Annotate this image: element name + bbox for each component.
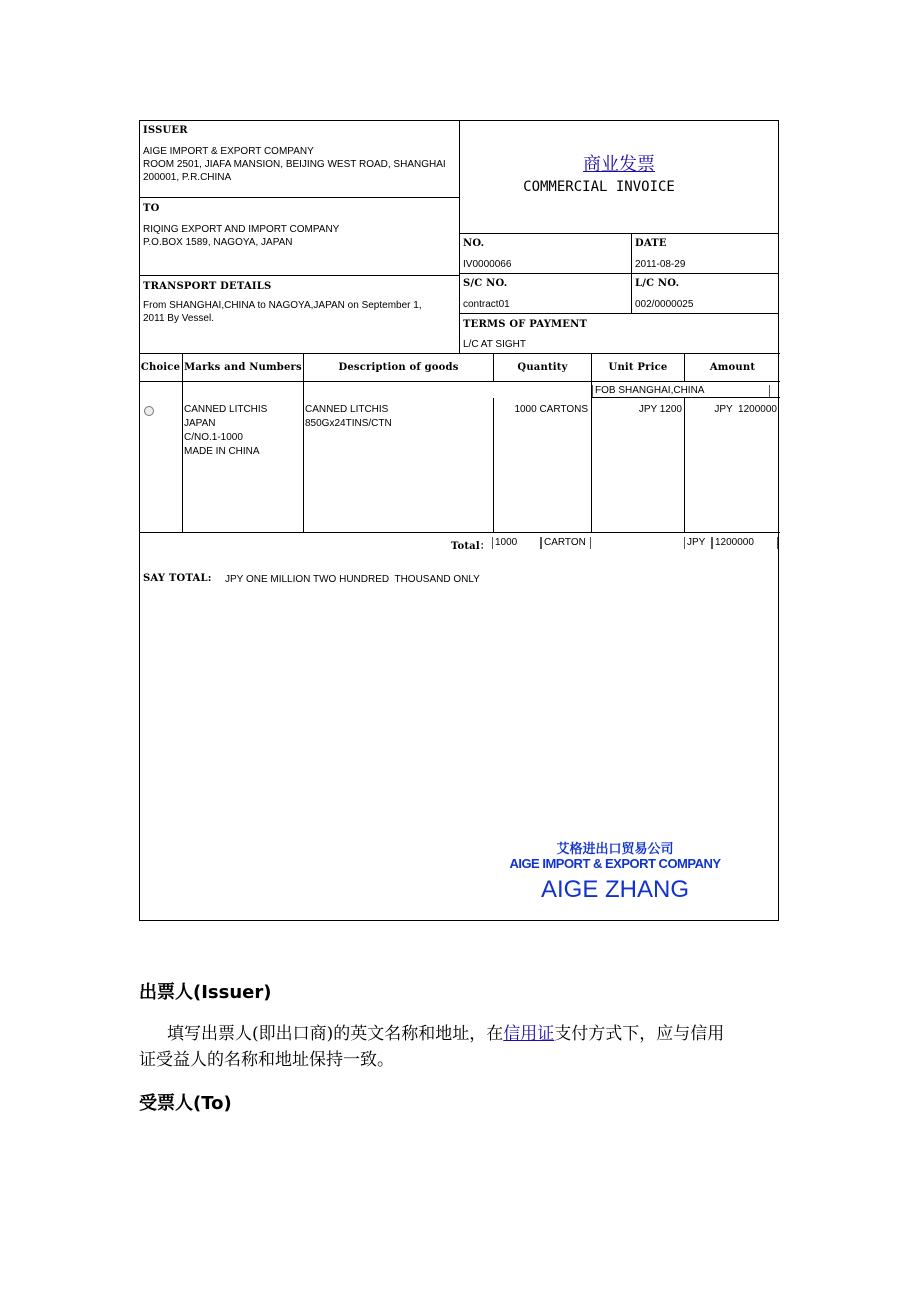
- col-header-quantity: Quantity: [517, 362, 568, 373]
- lc-no-value: 002/0000025: [635, 299, 694, 310]
- issuer-address-2: 200001, P.R.CHINA: [143, 172, 232, 183]
- col-line-marks: [303, 354, 304, 532]
- col-header-choice: Choice: [140, 362, 181, 373]
- col-line-qty: [591, 354, 592, 532]
- item-description-2: 850Gx24TINS/CTN: [305, 418, 392, 429]
- transport-label: TRANSPORT DETAILS: [143, 281, 272, 292]
- divider-price-term: [591, 397, 780, 398]
- issuer-name: AIGE IMPORT & EXPORT COMPANY: [143, 146, 314, 157]
- col-line-desc: [493, 398, 494, 532]
- total-currency-field[interactable]: JPY: [684, 537, 712, 549]
- transport-line-1: From SHANGHAI,CHINA to NAGOYA,JAPAN on September 1,: [143, 300, 422, 311]
- letter-of-credit-link[interactable]: 信用证: [503, 1024, 555, 1044]
- terms-value: L/C AT SIGHT: [463, 339, 526, 350]
- item-marks-3: C/NO.1-1000: [184, 432, 243, 443]
- item-quantity: 1000 CARTONS: [514, 404, 588, 415]
- col-header-marks: Marks and Numbers: [184, 362, 302, 373]
- divider-items-total: [139, 532, 780, 533]
- item-select-radio[interactable]: [144, 406, 154, 416]
- transport-line-2: 2011 By Vessel.: [143, 313, 214, 324]
- to-name: RIQING EXPORT AND IMPORT COMPANY: [143, 224, 340, 235]
- price-term-field[interactable]: FOB SHANGHAI,CHINA: [592, 385, 770, 397]
- company-stamp-cn: 艾格进出口贸易公司: [556, 841, 674, 856]
- divider-columns-bottom: [139, 381, 780, 382]
- issuer-address-1: ROOM 2501, JIAFA MANSION, BEIJING WEST ROAD, SHANGHAI: [143, 159, 446, 170]
- divider-title-no: [459, 233, 779, 234]
- divider-to-transport: [139, 275, 459, 276]
- col-header-description: Description of goods: [338, 362, 459, 373]
- item-marks-4: MADE IN CHINA: [184, 446, 260, 457]
- lc-no-label: L/C NO.: [635, 278, 680, 289]
- sc-no-label: S/C NO.: [463, 278, 508, 289]
- col-line-choice: [182, 354, 183, 532]
- invoice-title-cn[interactable]: 商业发票: [583, 154, 655, 175]
- signature: AIGE ZHANG: [540, 876, 690, 903]
- item-marks-2: JAPAN: [184, 418, 216, 429]
- col-header-unit-price: Unit Price: [608, 362, 668, 373]
- sc-no-value: contract01: [463, 299, 510, 310]
- no-value: IV0000066: [463, 259, 512, 270]
- total-amount-field[interactable]: 1200000: [712, 537, 778, 549]
- total-label: Total：: [451, 541, 491, 552]
- to-address: P.O.BOX 1589, NAGOYA, JAPAN: [143, 237, 293, 248]
- section-heading-issuer: 出票人(Issuer): [139, 982, 272, 1003]
- say-total-value: JPY ONE MILLION TWO HUNDRED THOUSAND ONLY: [225, 574, 480, 585]
- col-header-amount: Amount: [709, 362, 756, 373]
- total-quantity-field[interactable]: 1000: [492, 537, 541, 549]
- date-label: DATE: [635, 238, 667, 249]
- to-label: TO: [143, 203, 160, 214]
- total-unit-field[interactable]: CARTON: [541, 537, 591, 549]
- section-heading-to: 受票人(To): [139, 1093, 232, 1114]
- item-description-1: CANNED LITCHIS: [305, 404, 389, 415]
- terms-label: TERMS OF PAYMENT: [463, 319, 588, 330]
- divider-sc-terms: [459, 313, 779, 314]
- paragraph-text-2: 支付方式下，应与信用: [554, 1024, 725, 1044]
- date-value: 2011-08-29: [635, 259, 686, 270]
- item-marks-1: CANNED LITCHIS: [184, 404, 268, 415]
- divider-no-sc: [459, 273, 779, 274]
- paragraph-text-1: 填写出票人(即出口商)的英文名称和地址，在: [167, 1024, 504, 1044]
- no-label: NO.: [463, 238, 485, 249]
- col-line-price: [684, 398, 685, 532]
- divider-issuer-to: [139, 197, 459, 198]
- invoice-title-en: COMMERCIAL INVOICE: [523, 179, 675, 195]
- issuer-paragraph-line-1: [167, 1022, 724, 1047]
- issuer-paragraph-line-2: 证受益人的名称和地址保持一致。: [139, 1050, 394, 1070]
- issuer-label: ISSUER: [143, 125, 188, 136]
- say-total-label: SAY TOTAL:: [143, 573, 212, 584]
- item-amount: JPY 1200000: [714, 404, 777, 415]
- company-stamp-en: AIGE IMPORT & EXPORT COMPANY: [509, 856, 721, 871]
- item-unit-price: JPY 1200: [638, 404, 682, 415]
- vertical-divider-date: [631, 233, 632, 313]
